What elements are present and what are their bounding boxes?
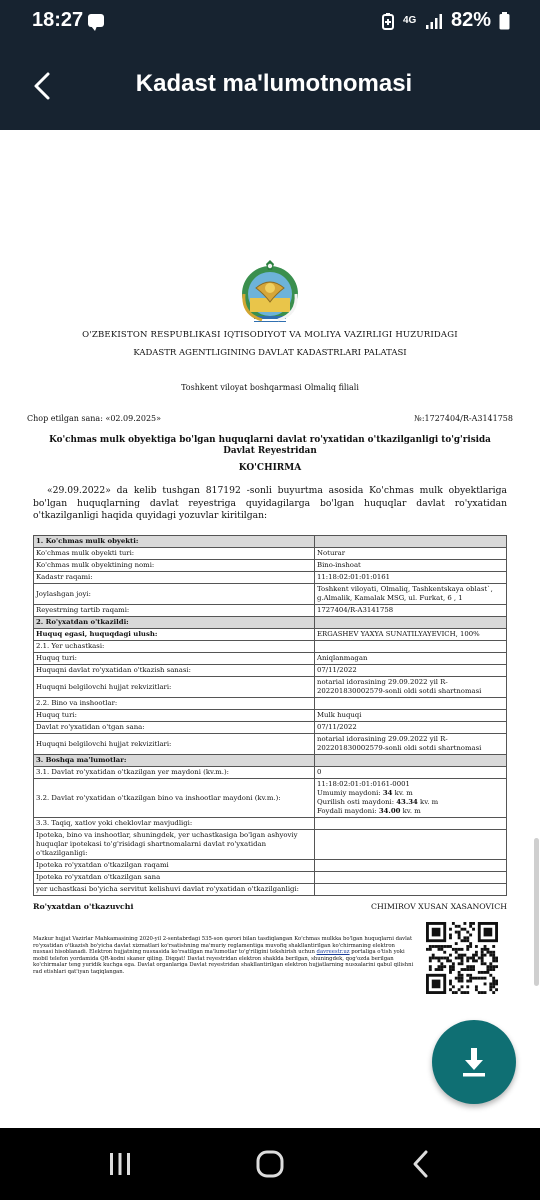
table-cell-label: 2. Ro'yxatdan o'tkazildi: bbox=[34, 617, 315, 629]
table-cell-label: 3.3. Taqiq, xatlov yoki cheklovlar mavjudligi: bbox=[34, 818, 315, 830]
table-cell-label: yer uchastkasi bo'yicha servitut kelishuvi davlat ro'yxatidan o'tkazilganligi: bbox=[34, 884, 315, 896]
table-cell-value: Mulk huquqi bbox=[315, 710, 507, 722]
table-cell-value bbox=[315, 641, 507, 653]
table-cell-label: 2.2. Bino va inshootlar: bbox=[34, 698, 315, 710]
table-cell-value: 07/11/2022 bbox=[315, 665, 507, 677]
footnote bbox=[33, 936, 415, 976]
page-title: Kadast ma'lumotnomasi bbox=[135, 70, 413, 97]
table-cell-label: Huquq egasi, huquqdagi ulush: bbox=[34, 629, 315, 641]
table-row bbox=[34, 722, 507, 734]
table-row bbox=[34, 710, 507, 722]
table-row bbox=[34, 653, 507, 665]
document-view[interactable] bbox=[0, 130, 540, 1126]
registry-portal-link[interactable]: davreestr.uz bbox=[316, 949, 350, 956]
data-saver-icon bbox=[381, 12, 395, 30]
area-cadastral: 11:18:02:01:01:0161-0001 bbox=[317, 780, 410, 788]
table-cell-value: ERGASHEV YAXYA SUNATILYAYEVICH, 100% bbox=[315, 629, 507, 641]
table-cell-label: Kadastr raqami: bbox=[34, 572, 315, 584]
table-cell-label: Ko'chmas mulk obyektining nomi: bbox=[34, 560, 315, 572]
network-type: 4G bbox=[402, 14, 417, 26]
scrollbar[interactable] bbox=[534, 838, 539, 986]
table-row bbox=[34, 665, 507, 677]
signal-icon bbox=[425, 12, 443, 30]
table-row bbox=[34, 734, 507, 755]
qr-code-icon bbox=[426, 922, 498, 994]
table-cell-label: 3.2. Davlat ro'yxatidan o'tkazilgan bino va inshootlar maydoni (kv.m.): bbox=[34, 779, 315, 818]
table-cell-label: Huquqni davlat ro'yxatidan o'tkazish sanasi: bbox=[34, 665, 315, 677]
table-cell-value bbox=[315, 872, 507, 884]
table-cell-label: Huquqni belgilovchi hujjat rekvizitlari: bbox=[34, 677, 315, 698]
table-row bbox=[34, 779, 507, 818]
app-bar bbox=[0, 44, 540, 130]
table-cell-value bbox=[315, 830, 507, 860]
table-cell-value: Noturar bbox=[315, 548, 507, 560]
table-cell-label: Huquqni belgilovchi hujjat rekvizitlari: bbox=[34, 734, 315, 755]
table-cell-label: Ipoteka, bino va inshootlar, shuningdek, yer uchastkasiga bo'lgan ashyoviy huquqlar ipotekasi to'g'risidagi shartnomalarni davlat ro'yxatidan o'tkazilganligi: bbox=[34, 830, 315, 860]
table-cell-label: Joylashgan joyi: bbox=[34, 584, 315, 605]
ministry-title: O'ZBEKISTON RESPUBLIKASI IQTISODIYOT VA MOLIYA VAZIRLIGI HUZURIDAGI bbox=[82, 330, 458, 340]
table-cell-value: Bino-inshoat bbox=[315, 560, 507, 572]
table-row bbox=[34, 830, 507, 860]
table-row bbox=[34, 629, 507, 641]
table-cell-value: 1727404/R-A3141758 bbox=[315, 605, 507, 617]
table-cell-label: Ipoteka ro'yxatdan o'tkazilgan raqami bbox=[34, 860, 315, 872]
message-notification-icon bbox=[88, 14, 104, 27]
area-total: Umumiy maydoni: 34 kv. m bbox=[317, 789, 413, 797]
table-cell-value bbox=[315, 818, 507, 830]
table-row bbox=[34, 677, 507, 698]
table-cell-value: Toshkent viloyati, Olmaliq, Tashkentskaya oblast`, g.Almalik, Kamalak MSG, ul. Furkat, 6 , 1 bbox=[315, 584, 507, 605]
table-cell-label: Davlat ro'yxatidan o'tgan sana: bbox=[34, 722, 315, 734]
nav-back-icon[interactable] bbox=[404, 1146, 440, 1182]
table-cell-value: Aniqlanmagan bbox=[315, 653, 507, 665]
intro-paragraph: «29.09.2022» da kelib tushgan 817192 -sonli buyurtma asosida Ko'chmas mulk obyektlariga bo'lgan huquqlarning davlat reyestriga quyidagilarga bo'lgan huquqlar davlat ro'yxatidan o'tkazilganligi haqida quyidagi yozuvlar kiritilgan: bbox=[33, 485, 507, 521]
print-date: Chop etilgan sana: «02.09.2025» bbox=[27, 414, 162, 423]
table-row bbox=[34, 641, 507, 653]
system-nav-bar bbox=[0, 1128, 540, 1200]
status-bar bbox=[0, 0, 540, 44]
table-cell-value: notarial idorasining 29.09.2022 yil R-202201830002579-sonli oldi sotdi shartnomasi bbox=[315, 677, 507, 698]
table-row bbox=[34, 605, 507, 617]
table-cell-value: notarial idorasining 29.09.2022 yil R-202201830002579-sonli oldi sotdi shartnomasi bbox=[315, 734, 507, 755]
table-cell-value bbox=[315, 617, 507, 629]
table-cell-value bbox=[315, 698, 507, 710]
agency-title: KADASTR AGENTLIGINING DAVLAT KADASTRLARI PALATASI bbox=[133, 348, 407, 358]
registry-table bbox=[33, 535, 507, 896]
table-section-row bbox=[34, 755, 507, 767]
footnote-text-a: Mazkur hujjat Vazirlar Mahkamasining 2020-yil 2-sentabrdagi 535-son qarori bilan tasdiqlangan Ko'chmas mulkka bo'lgan huquqlarni davlat ro'yxatidan o'tkazish bo'yicha davlat xizmatlari ko'rsatishning ma'muriy reglamentiga muvofiq shakllantirilgan ko'chirmaning elektron nusxasi hisoblanadi. Elektron hujjatning nusxasida ko'rsatilgan ma'lumotlar to'g'riligini tekshirish uchun bbox=[33, 936, 413, 956]
table-row bbox=[34, 860, 507, 872]
footnote-text-b: portaliga o'tish yoki mobil telefon yordamida QR-kodni skaner qiling. Diqqat! Davlat reyestridan elektron shaklda berilgan, shuningdek, qog'ozda berilgan ko'chirmalar teng yuridik kuchga ega. Davlat organlariga Davlat reyestridan shakllantirilgan elektron hujjatlarning nusxalarini qabul qilishni rad etishlari qat'iyan taqiqlangan. bbox=[33, 949, 414, 975]
download-button[interactable] bbox=[432, 1020, 516, 1104]
table-row bbox=[34, 698, 507, 710]
table-row bbox=[34, 767, 507, 779]
table-cell-label: 3.1. Davlat ro'yxatidan o'tkazilgan yer maydoni (kv.m.): bbox=[34, 767, 315, 779]
battery-percent: 82% bbox=[450, 9, 491, 31]
table-cell-value bbox=[315, 755, 507, 767]
signer-label: Ro'yxatdan o'tkazuvchi bbox=[33, 902, 134, 911]
recent-apps-icon[interactable] bbox=[102, 1146, 138, 1182]
table-cell-label: Ipoteka ro'yxatdan o'tkazilgan sana bbox=[34, 872, 315, 884]
status-time: 18:27 bbox=[32, 9, 84, 31]
signer-name: CHIMIROV XUSAN XASANOVICH bbox=[371, 902, 507, 911]
table-cell-label: 3. Boshqa ma'lumotlar: bbox=[34, 755, 315, 767]
table-cell-value bbox=[315, 884, 507, 896]
table-row bbox=[34, 572, 507, 584]
table-cell-value bbox=[315, 536, 507, 548]
download-icon bbox=[460, 1046, 488, 1078]
table-cell-label: 1. Ko'chmas mulk obyekti: bbox=[34, 536, 315, 548]
table-row bbox=[34, 548, 507, 560]
document-heading: Ko'chmas mulk obyektiga bo'lgan huquqlarni davlat ro'yxatidan o'tkazilganligi to'g'risida Davlat Reyestridan bbox=[49, 435, 491, 456]
document-subheading: KO'CHIRMA bbox=[238, 463, 302, 473]
home-icon[interactable] bbox=[252, 1146, 288, 1182]
table-row bbox=[34, 584, 507, 605]
table-cell-label: Ko'chmas mulk obyekti turi: bbox=[34, 548, 315, 560]
document-number: №:1727404/R-A3141758 bbox=[414, 414, 513, 423]
area-built: Qurilish osti maydoni: 43.34 kv. m bbox=[317, 798, 439, 806]
table-cell-value: 11:18:02:01:01:0161 bbox=[315, 572, 507, 584]
battery-icon bbox=[499, 12, 510, 30]
table-cell-value bbox=[315, 779, 507, 818]
table-section-row bbox=[34, 617, 507, 629]
table-cell-label: Huquq turi: bbox=[34, 653, 315, 665]
table-section-row bbox=[34, 536, 507, 548]
table-cell-value bbox=[315, 860, 507, 872]
table-row bbox=[34, 884, 507, 896]
table-cell-label: Reyestrning tartib raqami: bbox=[34, 605, 315, 617]
table-row bbox=[34, 818, 507, 830]
branch-name: Toshkent viloyat boshqarmasi Olmaliq filiali bbox=[181, 383, 359, 392]
area-useful: Foydali maydoni: 34.00 kv. m bbox=[317, 807, 421, 815]
table-cell-value: 07/11/2022 bbox=[315, 722, 507, 734]
table-cell-label: 2.1. Yer uchastkasi: bbox=[34, 641, 315, 653]
status-right bbox=[381, 9, 510, 32]
table-row bbox=[34, 560, 507, 572]
table-row bbox=[34, 872, 507, 884]
table-cell-value: 0 bbox=[315, 767, 507, 779]
table-cell-label: Huquq turi: bbox=[34, 710, 315, 722]
coat-of-arms-icon bbox=[236, 258, 304, 326]
